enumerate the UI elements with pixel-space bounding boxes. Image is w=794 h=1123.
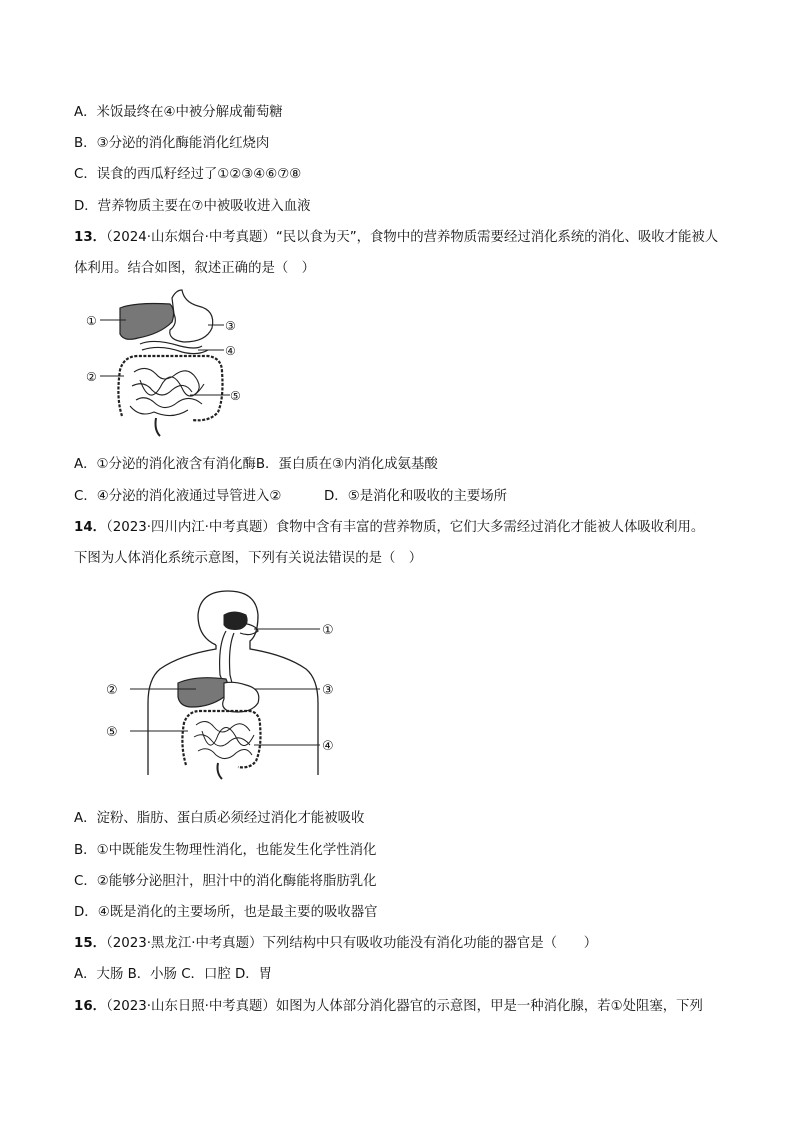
- q13-number: 13．: [74, 230, 107, 245]
- q13-stem-line2: 体利用。结合如图，叙述正确的是（ ）: [74, 261, 316, 276]
- q14-label-4: ④: [322, 739, 334, 754]
- q13-liver-shape: [120, 304, 174, 340]
- q14-option-c: C．②能够分泌胆汁，胆汁中的消化酶能将脂肪乳化: [74, 874, 377, 889]
- q14-label-5: ⑤: [106, 725, 118, 740]
- q14-label-3: ③: [322, 683, 334, 698]
- q14-digestive-system-figure: [100, 585, 350, 780]
- q16-stem: [74, 998, 703, 1016]
- q14-label-1: ①: [322, 623, 334, 638]
- q16-stem-text: 如图为人体部分消化器官的示意图，甲是一种消化腺，若①处阻塞，下列: [275, 999, 703, 1014]
- q15-stem-text: 下列结构中只有吸收功能没有消化功能的器官是（ ）: [262, 936, 598, 951]
- q14-option-b: B．①中既能发生物理性消化，也能发生化学性消化: [74, 843, 377, 858]
- q14-stem-text: 食物中含有丰富的营养物质，它们大多需经过消化才能被人体吸收利用。: [275, 520, 705, 535]
- q16-source: （2023·山东日照·中考真题）: [106, 999, 276, 1014]
- q14-small-intestine-shape: [194, 721, 254, 758]
- q13-label-1: ①: [86, 314, 97, 328]
- q13-label-2: ②: [86, 370, 97, 384]
- q13-stem-text: “民以食为天”，食物中的营养物质需要经过消化系统的消化、吸收才能被人: [275, 230, 719, 245]
- q14-label-2: ②: [106, 683, 118, 698]
- q14-stomach-shape: [223, 682, 259, 712]
- q13-stomach-shape: [170, 290, 213, 342]
- q12-option-a: A．米饭最终在④中被分解成葡萄糖: [74, 105, 283, 120]
- q14-stem-line2: 下图为人体消化系统示意图，下列有关说法错误的是（ ）: [74, 551, 423, 566]
- q14-number: 14．: [74, 520, 107, 535]
- q15-options: A．大肠 B．小肠 C．口腔 D．胃: [74, 967, 273, 982]
- q14-source: （2023·四川内江·中考真题）: [106, 520, 276, 535]
- q13-label-4: ④: [225, 344, 236, 358]
- q14-liver-shape: [178, 678, 228, 707]
- q14-option-d: D．④既是消化的主要场所，也是最主要的吸收器官: [74, 905, 378, 920]
- q12-option-c: C．误食的西瓜籽经过了①②③④⑥⑦⑧: [74, 167, 302, 182]
- q16-number: 16．: [74, 999, 107, 1014]
- q14-option-a: A．淀粉、脂肪、蛋白质必须经过消化才能被吸收: [74, 811, 365, 826]
- q15-number: 15．: [74, 936, 107, 951]
- q14-stem-line1: [74, 519, 704, 537]
- q12-option-d: D．营养物质主要在⑦中被吸收进入血液: [74, 199, 311, 214]
- q13-digestive-figure: [80, 288, 250, 438]
- q13-small-intestine-shape: [130, 368, 204, 415]
- q15-source: （2023·黑龙江·中考真题）: [106, 936, 263, 951]
- q13-option-ab: A．①分泌的消化液含有消化酶B．蛋白质在③内消化成氨基酸: [74, 457, 438, 472]
- q13-label-5: ⑤: [230, 389, 241, 403]
- q15-stem: [74, 935, 597, 953]
- q13-stem-line1: [74, 229, 718, 247]
- q13-source: （2024·山东烟台·中考真题）: [106, 230, 276, 245]
- q12-option-b: B．③分泌的消化酶能消化红烧肉: [74, 136, 270, 151]
- q13-label-3: ③: [225, 319, 236, 333]
- q13-option-c: C．④分泌的消化液通过导管进入②: [74, 489, 282, 504]
- q13-option-d: D．⑤是消化和吸收的主要场所: [324, 489, 508, 504]
